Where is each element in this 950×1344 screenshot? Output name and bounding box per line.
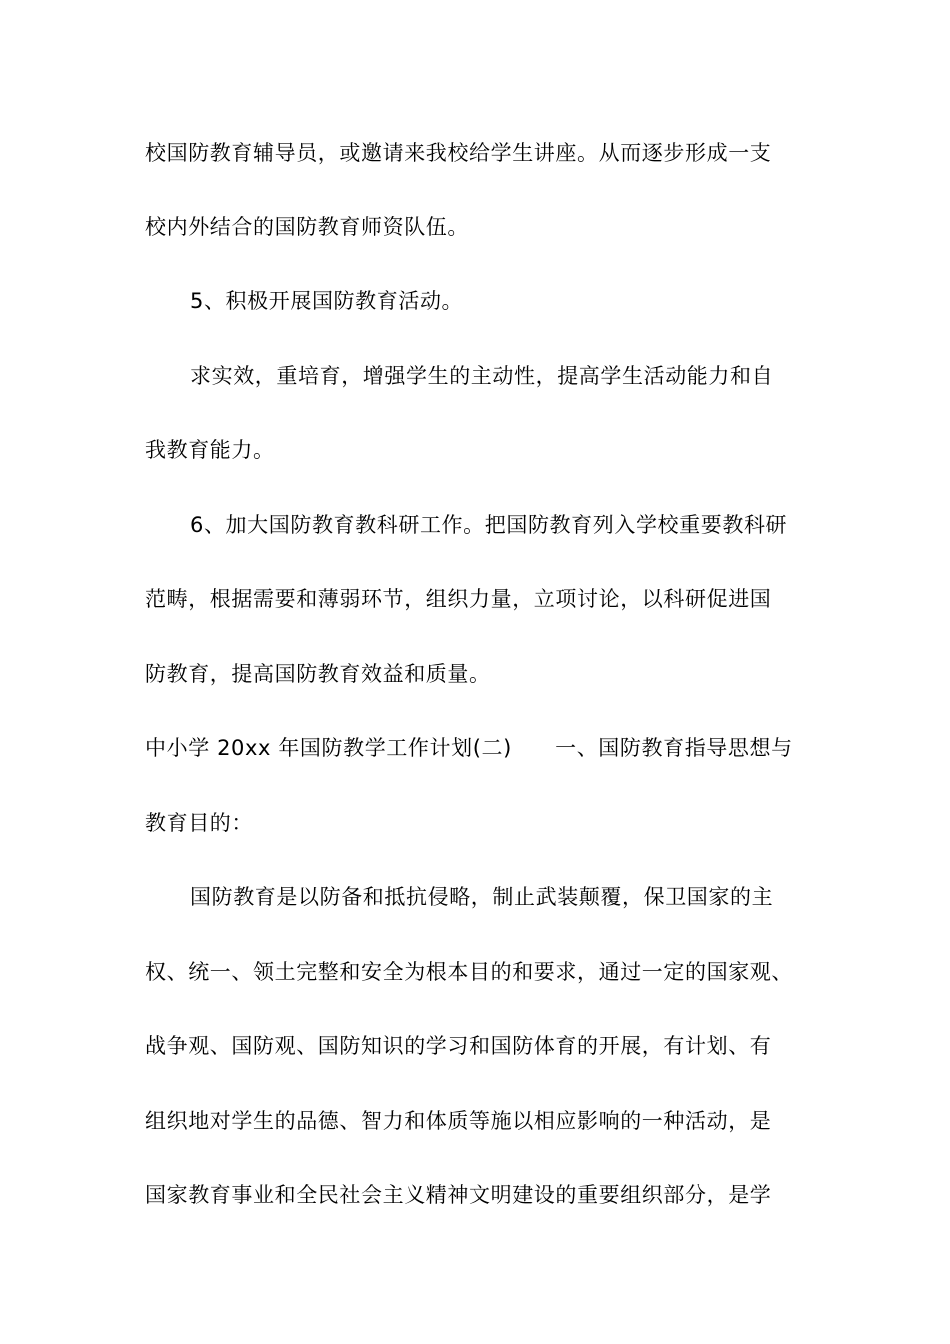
section-heading: 中小学 20xx 年国防教学工作计划(二) 一、国防教育指导思想与 bbox=[145, 736, 793, 760]
paragraph-line: 权、统一、领土完整和安全为根本目的和要求，通过一定的国家观、 bbox=[145, 960, 793, 984]
paragraph-line: 组织地对学生的品德、智力和体质等施以相应影响的一种活动，是 bbox=[145, 1109, 772, 1133]
paragraph-line: 校国防教育辅导员，或邀请来我校给学生讲座。从而逐步形成一支 bbox=[145, 141, 772, 165]
paragraph-line: 求实效，重培育，增强学生的主动性，提高学生活动能力和自 bbox=[190, 364, 774, 388]
paragraph-line: 国家教育事业和全民社会主义精神文明建设的重要组织部分，是学 bbox=[145, 1183, 772, 1207]
paragraph-line: 校内外结合的国防教育师资队伍。 bbox=[145, 215, 469, 239]
paragraph-line: 战争观、国防观、国防知识的学习和国防体育的开展，有计划、有 bbox=[145, 1034, 772, 1058]
paragraph-line: 范畴，根据需要和薄弱环节，组织力量，立项讨论，以科研促进国 bbox=[145, 587, 772, 611]
paragraph-line: 国防教育是以防备和抵抗侵略，制止武装颠覆，保卫国家的主 bbox=[190, 885, 774, 909]
paragraph-line: 教育目的： bbox=[145, 811, 253, 835]
list-item-heading: 5、积极开展国防教育活动。 bbox=[190, 289, 464, 313]
paragraph-line: 我教育能力。 bbox=[145, 438, 275, 462]
list-item-heading: 6、加大国防教育教科研工作。把国防教育列入学校重要教科研 bbox=[190, 513, 788, 537]
paragraph-line: 防教育，提高国防教育效益和质量。 bbox=[145, 662, 491, 686]
